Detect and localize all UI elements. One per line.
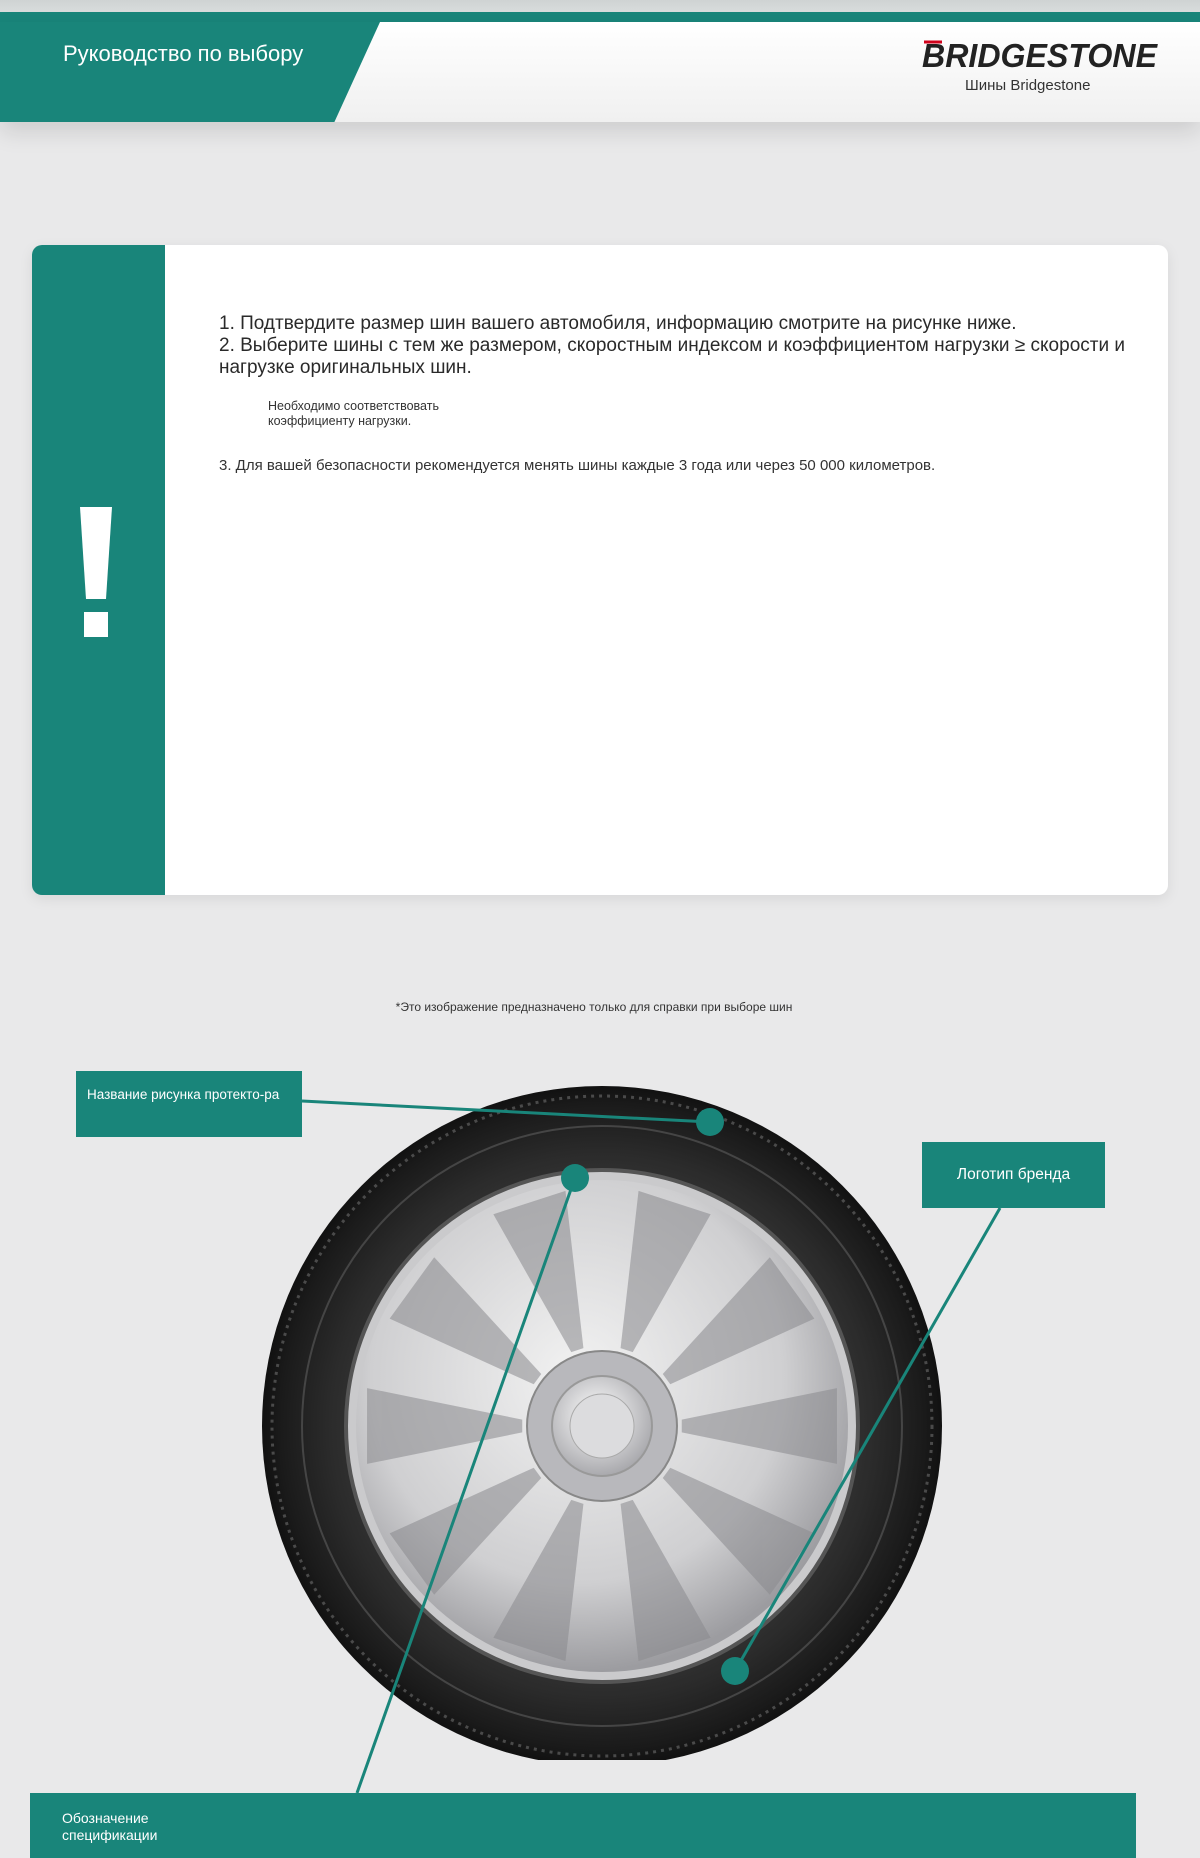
page-title: Руководство по выбору xyxy=(63,41,304,66)
callout-specification xyxy=(30,1793,1136,1858)
step-3-text: 3. Для вашей безопасности рекомендуется менять шины каждые 3 года или через 50 000 километров. xyxy=(219,457,936,474)
notice-side-panel xyxy=(32,245,165,895)
brand-subtitle: Шины Bridgestone xyxy=(965,77,1091,94)
exclamation-icon xyxy=(76,507,116,637)
notice-card xyxy=(32,245,1168,895)
top-strip xyxy=(0,0,1200,12)
step-1-text: 1. Подтвердите размер шин вашего автомобиля, информацию смотрите на рисунке ниже. xyxy=(219,313,1017,334)
svg-text:BRIDGESTONE: BRIDGESTONE xyxy=(922,37,1158,74)
callout-brand-logo: Логотип бренда xyxy=(922,1142,1105,1208)
load-index-note: Необходимо соответствовать коэффициенту нагрузки. xyxy=(268,399,439,428)
image-disclaimer: *Это изображение предназначено только для справки при выборе шин xyxy=(395,1000,793,1014)
callout-specification-text: Обозначение спецификации xyxy=(62,1810,158,1843)
bridgestone-logo xyxy=(922,34,1162,74)
tire-illustration xyxy=(250,1060,950,1760)
callout-tread-pattern: Название рисунка протекто-ра xyxy=(76,1071,302,1137)
header-title-panel xyxy=(0,22,380,122)
notice-content xyxy=(219,313,1139,475)
page-header xyxy=(0,22,1200,122)
step-2-text: 2. Выберите шины с тем же размером, скоростным индексом и коэффициентом нагрузки ≥ скорости и нагрузке оригинальных шин. xyxy=(219,335,1125,378)
